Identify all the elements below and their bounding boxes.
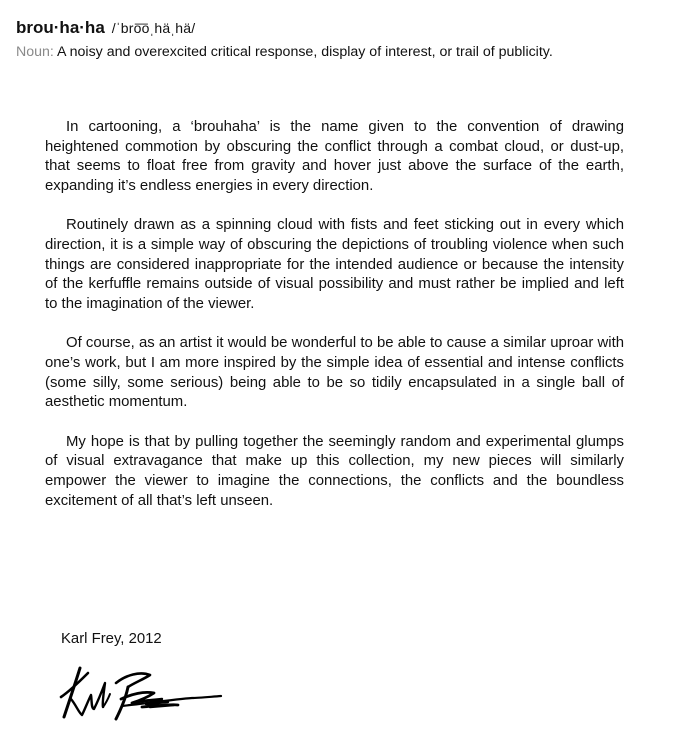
signature-icon	[58, 661, 228, 721]
definition-text: A noisy and overexcited critical response, display of interest, or trail of publicity.	[53, 44, 553, 60]
pronunciation-text: /ˈbro͞oˌhäˌhä/	[111, 20, 196, 36]
dictionary-definition	[16, 42, 553, 62]
essay-paragraph: In cartooning, a ‘brouhaha’ is the name given to the convention of drawing heightened commotion by obscuring the conflict through a combat cloud, or dust-up, that seems to float free from gravity and hover just above the surface of the earth, expanding it’s endless energies in every direction.	[45, 119, 624, 194]
essay-paragraph: Routinely drawn as a spinning cloud with fists and feet sticking out in every which direction, it is a simple way of obscuring the depictions of troubling violence when such things are considered inappropriate for the intended audience or because the intensity of the kerfuffle remains outside of visual possibility and must rather be implied and left to the imagination of the viewer.	[45, 217, 624, 312]
essay-paragraph: My hope is that by pulling together the seemingly random and experimental glumps of visual extravagance that make up this collection, my new pieces will similarly empower the viewer to imagine the connections, the conflicts and the boundless excitement of all that’s left unseen.	[45, 433, 624, 509]
part-of-speech-label: Noun:	[16, 44, 54, 60]
dictionary-headword	[16, 17, 195, 39]
essay-paragraph: Of course, as an artist it would be wonderful to be able to cause a similar uproar with one’s work, but I am more inspired by the simple idea of essential and intense conflicts (some silly, some serious) being able to be so tidily encapsulated in a single ball of aesthetic momentum.	[45, 335, 624, 411]
headword-text: brou·ha·ha	[16, 18, 105, 37]
essay-body	[45, 118, 624, 531]
author-credit: Karl Frey, 2012	[61, 631, 162, 647]
